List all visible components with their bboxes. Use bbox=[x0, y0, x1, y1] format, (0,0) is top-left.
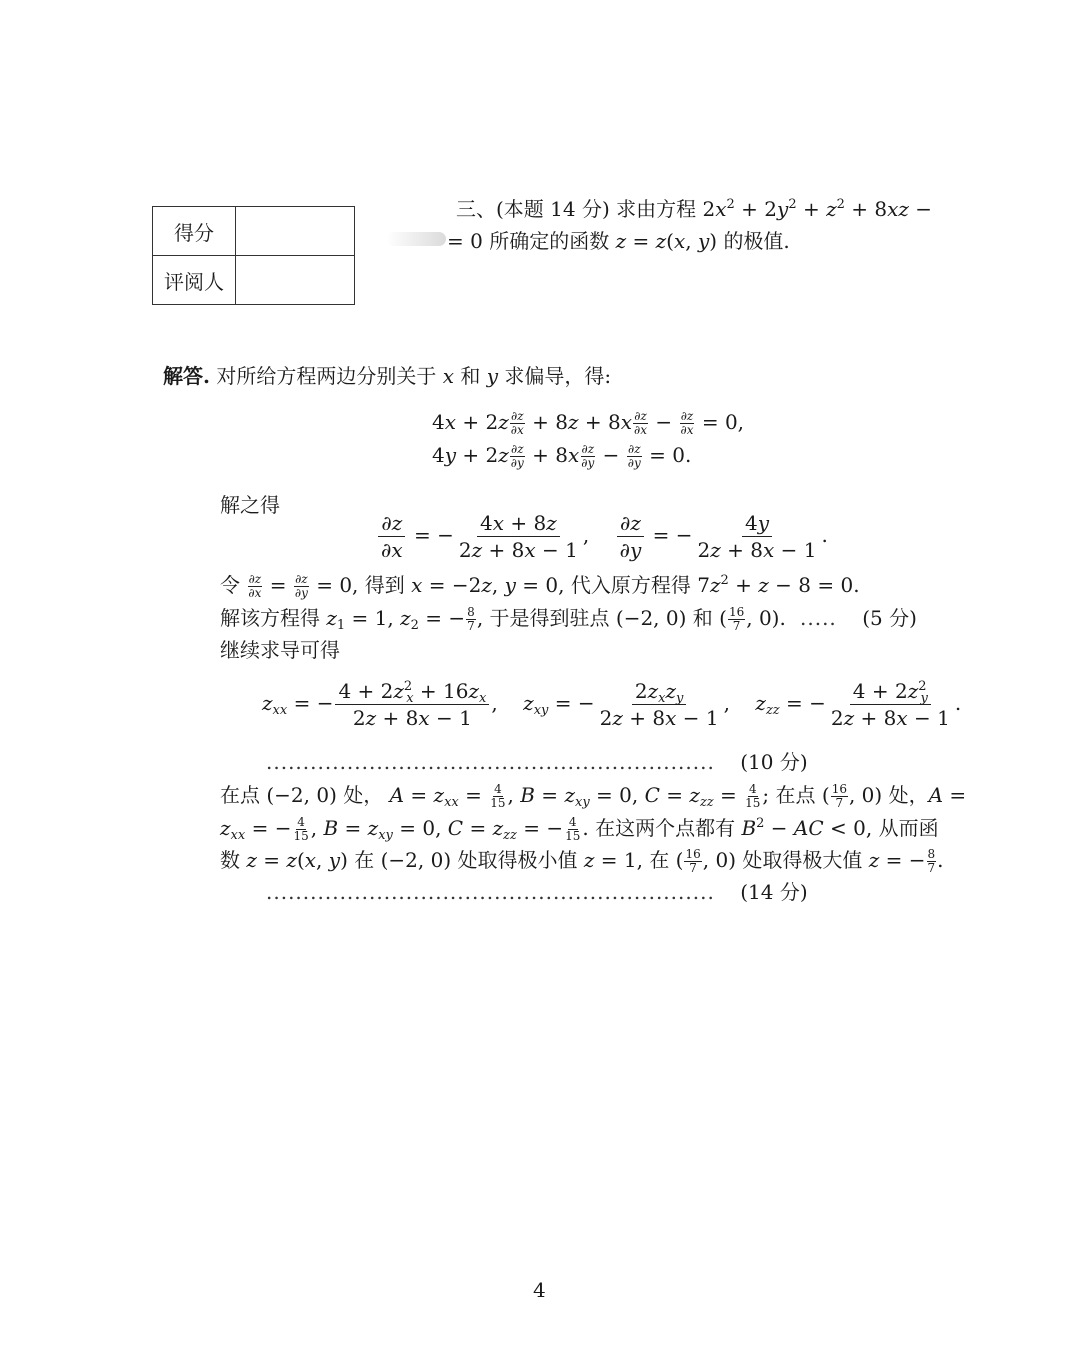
equation-2: 4y + 2z $\frac{\partial z}{\partial y}$ + 8x $\frac{\partial z}{\partial y}$ − $\frac{\partial z}{\partial y}$ = 0. bbox=[432, 442, 692, 470]
score-10: (10 分) bbox=[740, 750, 808, 774]
thus-b: 数 bbox=[220, 848, 240, 872]
score-14-line: ............................................................. (14 分) bbox=[266, 880, 808, 904]
solution-label: 解答. bbox=[163, 364, 210, 388]
get-label: 得到 bbox=[364, 573, 405, 597]
sub-label: 代入原方程得 bbox=[570, 573, 691, 597]
stationary-and: 和 bbox=[692, 606, 713, 630]
at-point-label: 在点 bbox=[220, 783, 260, 807]
at-suffix-2: 处， bbox=[888, 783, 929, 807]
scan-smudge bbox=[386, 232, 446, 246]
in-both-label: 在这两个点都有 bbox=[595, 816, 736, 840]
at-label: 在 bbox=[354, 848, 375, 872]
page-number: 4 bbox=[533, 1278, 546, 1302]
problem-line-2: = 0 所确定的函数 z = z(x, y) 的极值. bbox=[447, 229, 790, 253]
let-label: 令 bbox=[220, 573, 240, 597]
problem-line-1: 三、(本题 14 分) 求由方程 $2x^2 + 2y^2 + z^2 + 8xz$ − bbox=[456, 197, 933, 221]
at-suffix: 处， bbox=[343, 783, 384, 807]
problem-header: 三、(本题 14 分) bbox=[456, 197, 610, 221]
score-5-line: ..... (5 分) bbox=[800, 606, 917, 630]
continue-label: 继续求导可得 bbox=[220, 638, 340, 662]
equation-1: 4x + 2z $\frac{\partial z}{\partial x}$ + 8z + 8x $\frac{\partial z}{\partial x}$ − $\frac{\partial z}{\partial x}$ = 0, bbox=[432, 409, 745, 437]
stationary-label: 于是得到驻点 bbox=[489, 606, 610, 630]
max-label: 处取得极大值 bbox=[742, 848, 863, 872]
grader-label: 评阅人 bbox=[153, 256, 236, 305]
score-10-line: ............................................................. (10 分) bbox=[266, 750, 808, 774]
stationary-line: 解该方程得 $z_1 = 1$, $z_2$ = − $\frac{8}{7}$ , 于是得到驻点 (−2, 0) 和 ( $\frac{16}{7}$ , 0). bbox=[220, 605, 786, 633]
score-label: 得分 bbox=[153, 207, 236, 256]
conclusion-line-3: 数 z = z(x, y) 在 (−2, 0) 处取得极小值 z = 1, 在 ( $\frac{16}{7}$ , 0) 处取得极大值 z = − $\frac{8}{7}$ . bbox=[220, 847, 944, 875]
problem-text-c: 的极值. bbox=[723, 229, 790, 253]
min-label: 处取得极小值 bbox=[457, 848, 578, 872]
conclusion-line-1: 在点 (−2, 0) 处， $A = z_{xx}$ = $\frac{4}{15}$ , $B = z_{xy} = 0$, $C = z_{zz}$ = $\frac{4}{15}$ ; 在点 ( $\frac{16}{7}$ , 0) 处，A = bbox=[220, 782, 967, 810]
grader-value-cell bbox=[236, 256, 355, 305]
score-5: (5 分) bbox=[862, 606, 917, 630]
solve-label: 解之得 bbox=[220, 493, 280, 517]
problem-text-a: 求由方程 bbox=[616, 197, 697, 221]
conclusion-line-2: $z_{xx}$ = − $\frac{4}{15}$ , $B = z_{xy} = 0$, $C = z_{zz}$ = − $\frac{4}{15}$ . 在这两个点都有 $B^2$ − AC < 0, 从而函 bbox=[220, 815, 939, 843]
solution-intro-and: 和 bbox=[460, 364, 481, 388]
at-point-label-2: 在点 bbox=[775, 783, 816, 807]
derivative-solution: $\frac{\partial z}{\partial x}$ = − $\frac{4x + 8z}{2z + 8x - 1}$ , $\frac{\partial z}{\partial y}$ = − $\frac{4y}{2z + 8x - 1}$ . bbox=[376, 512, 828, 561]
second-derivatives: $z_{xx}$ = − $\frac{4 + 2z^2_x + 16z_x}{2z + 8x - 1}$ , $z_{xy}$ = − $\frac{2z_xz_y}{2z + 8x - 1}$ , $z_{zz}$ = − $\frac{4 + 2z^2_y}{2z + 8x - 1}$ . bbox=[262, 679, 962, 730]
let-line: 令 $\frac{\partial z}{\partial x}$ = $\frac{\partial z}{\partial y}$ = 0, 得到 x = −2z, y = 0, 代入原方程得 $7z^2 + z - 8 = 0$. bbox=[220, 572, 860, 600]
at-label-2: 在 bbox=[649, 848, 670, 872]
solution-intro-a: 对所给方程两边分别关于 bbox=[216, 364, 437, 388]
problem-text-b: 所确定的函数 bbox=[489, 229, 610, 253]
solve-eq-label: 解该方程得 bbox=[220, 606, 320, 630]
score-table bbox=[152, 206, 355, 305]
score-value-cell bbox=[236, 207, 355, 256]
thus-a: 从而函 bbox=[878, 816, 939, 840]
score-14: (14 分) bbox=[740, 880, 808, 904]
solution-intro-b: 求偏导，得: bbox=[504, 364, 612, 388]
solution-intro: 解答. 对所给方程两边分别关于 x 和 y 求偏导，得: bbox=[163, 364, 612, 388]
